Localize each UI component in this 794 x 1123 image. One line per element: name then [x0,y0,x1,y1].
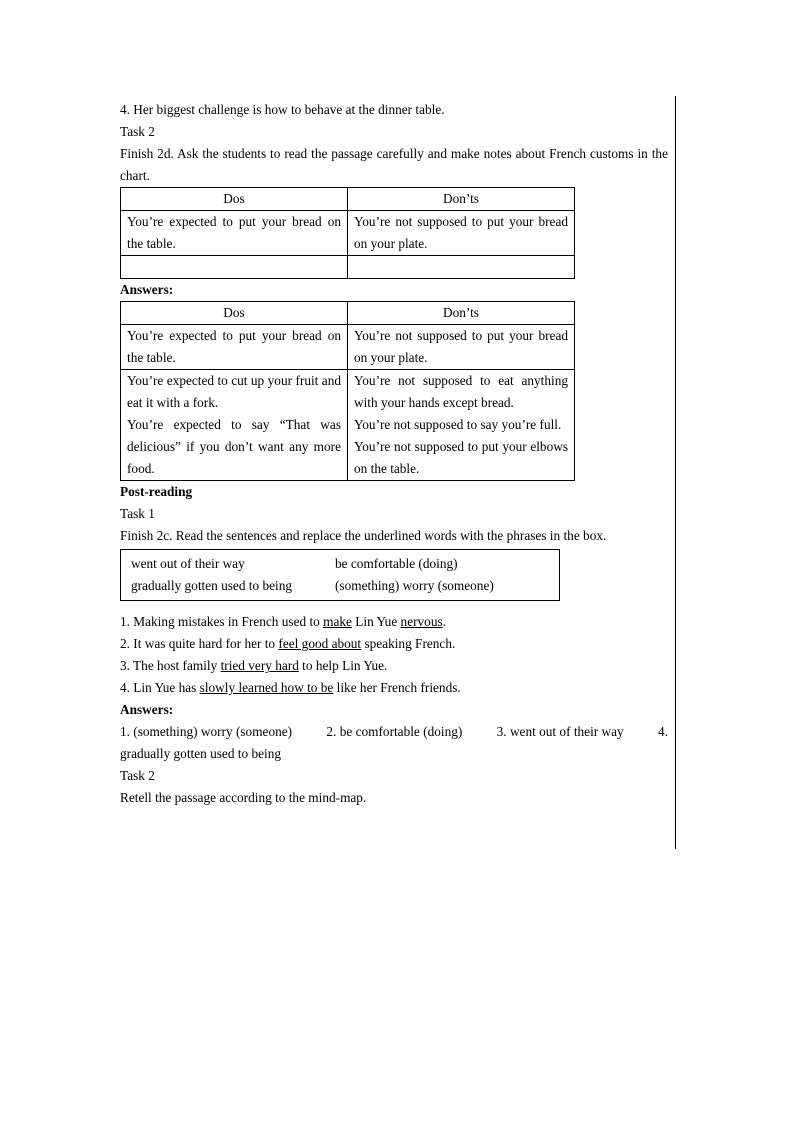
sentence-text: 1. Making mistakes in French used to [120,614,324,629]
lesson-content [120,99,668,809]
donts-cell [348,370,575,481]
post-reading-heading: Post-reading [120,484,193,499]
phrase: went out of their way [131,556,245,571]
answer-item: 2. be comfortable (doing) [326,724,463,739]
task1-label: Task 1 [120,506,155,521]
donts-cell-empty [348,256,575,279]
phrase-box [120,549,560,601]
dos-cell: You’re expected to put your bread on the table. [121,325,348,370]
dos-header: Dos [121,302,348,325]
sentence-4 [120,677,668,699]
answers-chart-table [120,301,575,481]
underlined-word: tried very hard [220,658,299,673]
donts-cell: You’re not supposed to put your bread on your plate. [348,211,575,256]
answers-label-2: Answers: [120,702,174,717]
phrase: be comfortable (doing) [335,556,458,571]
table-row [121,325,575,370]
sentence-text: like her French friends. [333,680,461,695]
dos-cell-empty [121,256,348,279]
table-row-empty [121,256,575,279]
sentence-text: 2. It was quite hard for her to [120,636,279,651]
sentence-text: Lin Yue [351,614,401,629]
dos-item: You’re expected to cut up your fruit and eat it with a fork. [127,373,341,410]
sentence-2 [120,633,668,655]
table-row [121,370,575,481]
table-header-row [121,188,575,211]
phrase-row [131,553,559,575]
donts-cell: You’re not supposed to put your bread on your plate. [348,325,575,370]
answer-item: 4. [658,724,668,739]
answer-item: 3. went out of their way [496,724,624,739]
task2-label: Task 2 [120,768,155,783]
dos-item: You’re expected to say “That was delicious” if you don’t want any more food. [127,417,341,476]
donts-header: Don’ts [348,188,575,211]
task1-instruction: Finish 2c. Read the sentences and replace the underlined words with the phrases in the box. [120,528,607,543]
page-margin-rule [675,96,676,849]
customs-chart-table [120,187,575,279]
dos-header: Dos [121,188,348,211]
challenge-sentence: 4. Her biggest challenge is how to behave at the dinner table. [120,102,445,117]
phrase: gradually gotten used to being [131,578,293,593]
underlined-word: slowly learned how to be [199,680,334,695]
underlined-word: feel good about [278,636,362,651]
answers-label: Answers: [120,282,174,297]
table-header-row [121,302,575,325]
donts-header: Don’ts [348,302,575,325]
sentence-text: to help Lin Yue. [298,658,388,673]
task-label: Task 2 [120,124,155,139]
answers-line [120,721,668,743]
sentence-text: 3. The host family [120,658,221,673]
answer-item: 1. (something) worry (someone) [120,724,293,739]
task2-instruction: Retell the passage according to the mind-map. [120,790,367,805]
answer-item-continued: gradually gotten used to being [120,746,282,761]
phrase: (something) worry (someone) [335,578,494,593]
phrase-row [131,575,559,597]
donts-item: You’re not supposed to eat anything with your hands except bread. [354,373,568,410]
task-instruction: Finish 2d. Ask the students to read the passage carefully and make notes about French customs in the chart. [120,146,668,183]
sentence-3 [120,655,668,677]
sentence-1 [120,611,668,633]
dos-cell [121,370,348,481]
donts-item: You’re not supposed to say you’re full. [354,417,562,432]
donts-item: You’re not supposed to put your elbows on the table. [354,439,568,476]
sentence-text: speaking French. [361,636,456,651]
table-row [121,211,575,256]
sentence-text: . [442,614,446,629]
dos-cell: You’re expected to put your bread on the table. [121,211,348,256]
underlined-word: nervous [400,614,443,629]
sentence-text: 4. Lin Yue has [120,680,200,695]
underlined-word: make [323,614,352,629]
